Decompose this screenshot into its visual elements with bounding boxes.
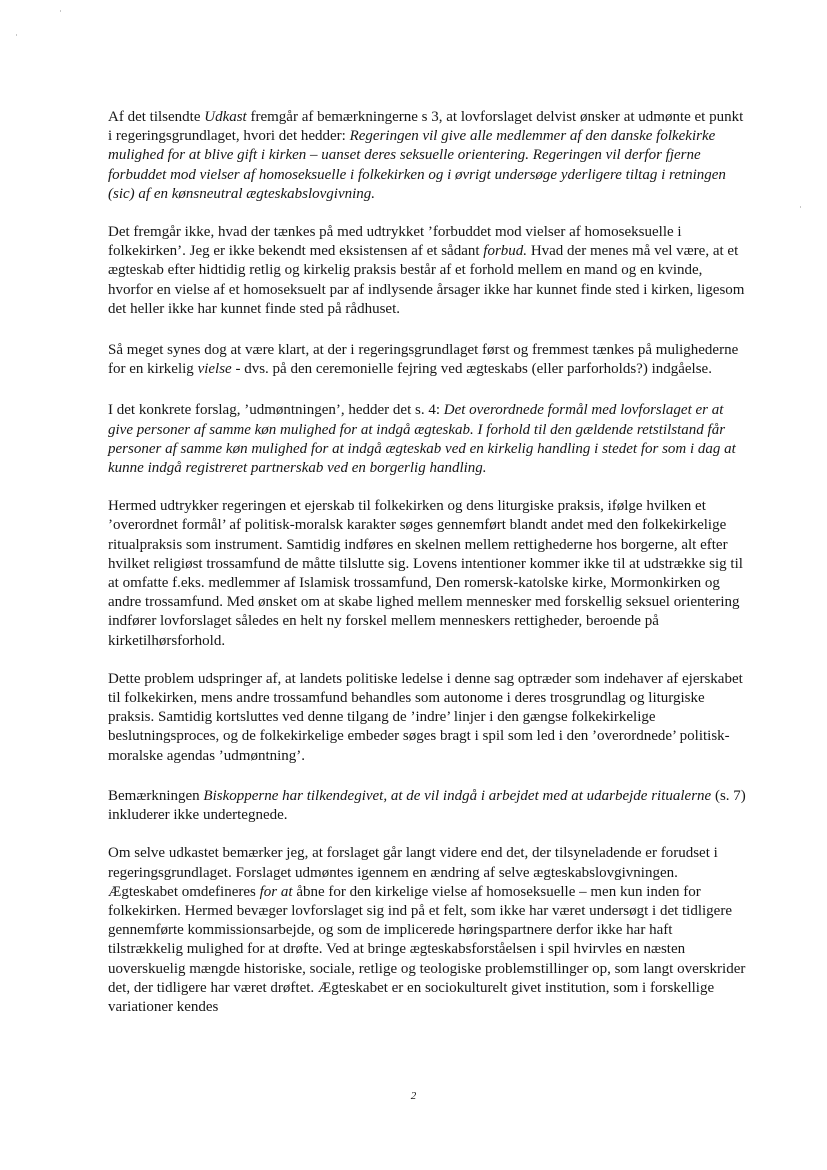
paragraph (108, 341, 748, 379)
italic-run: forbud. (483, 243, 528, 260)
text-run: fremgår af bemærkningerne s 3, at lovforslaget delvist ønsker at udmønte et punkt i regeringsgrundlaget, hvori det hedder: (108, 109, 744, 145)
text-run: (s. 7) inkluderer ikke undertegnede. (108, 787, 746, 824)
italic-run: Regeringen vil give alle medlemmer af den danske folkekirke mulighed for at blive gift i kirken – uanset deres seksuelle orientering. Regeringen vil derfor fjerne forbuddet mod vielser af homoseksuelle i folkekirken og i øvrigt undersøge yderligere tiltag i retningen (sic) af en kønsneutral ægteskabslovgivning. (108, 128, 726, 202)
italic-run: Biskopperne har tilkendegivet, at de vil indgå i arbejdet med at udarbejde ritualerne (203, 787, 712, 804)
scan-speck (16, 34, 17, 36)
paragraph (108, 844, 748, 1017)
document-body (108, 108, 748, 1036)
text-run: Hvad der menes må vel være, at et ægteskab efter hidtidig retlig og kirkelig praksis består af et forhold mellem en mand og en kvinde, hvorfor en vielse af et homoseksuelt par af indlysende årsager ikke har kunnet finde sted i kirken, ligesom det heller ikke har kunnet finde sted på rådhuset. (108, 243, 745, 317)
text-run: Hermed udtrykker regeringen et ejerskab til folkekirken og dens liturgiske praksis, ifølge hvilken et ’overordnet formål’ af politisk-moralsk karakter søges gennemført blandt andet med den folkekirkelige ritualpraksis som instrument. Samtidig indføres en skelnen mellem rettighederne hos borgerne, alt efter hvilket religiøst trossamfund de måtte tilslutte sig. Lovens intentioner kommer ikke til at udstrække sig til at omfatte f.eks. medlemmer af Islamisk trossamfund, Den romersk-katolske kirke, Mormonkirken og andre trossamfund. Med ønsket om at skabe lighed mellem mennesker med forskellig seksuel orientering indfører lovforslaget således en helt ny forskel mellem menneskers rettigheder, beroende på kirketilhørsforhold. (108, 498, 743, 649)
scan-speck (800, 206, 801, 208)
text-run: - dvs. på den ceremonielle fejring ved ægteskabs (eller parforholds?) indgåelse. (231, 361, 712, 378)
paragraph (108, 787, 748, 825)
italic-run: Det overordnede formål med lovforslaget er at give personer af samme køn mulighed for at indgå ægteskab. I forhold til den gældende retstilstand får personer af samme køn mulighed for at indgå ægteskab ved en kirkelig handling i stedet for som i dag at kunne indgå registreret partnerskab ved en borgerlig handling. (108, 402, 736, 477)
italic-run: Udkast (204, 109, 247, 125)
text-run: Så meget synes dog at være klart, at der i regeringsgrundlaget først og fremmest tænkes på mulighederne for en kirkelig (108, 342, 739, 378)
scan-speck (60, 10, 61, 12)
text-run: Om selve udkastet bemærker jeg, at forslaget går langt videre end det, der tilsyneladende er forudset i regeringsgrundlaget. Forslaget udmøntes igennem en ændring af selve ægteskabslovgivningen. Ægteskabet omdefineres (108, 845, 718, 900)
italic-run: for at (259, 883, 293, 900)
text-run: åbne for den kirkelige vielse af homoseksuelle – men kun inden for folkekirken. Hermed bevæger lovforslaget sig ind på et felt, som ikke har været undersøgt i det tidligere gennemførte kommissionsarbejde, og som de implicerede høringspartnere derfor ikke har haft tilstrækkelig mulighed for at drøfte. Ved at bringe ægteskabsforståelsen i spil hvirvles en næsten uoverskuelig mængde historiske, sociale, retlige og teologiske problemstillinger op, som langt overskrider det, der tidligere har været drøftet. Ægteskabet er en sociokulturelt givet institution, som i forskellige variationer kendes (108, 883, 746, 1015)
paragraph (108, 223, 748, 319)
text-run: Bemærkningen (108, 787, 204, 804)
page-number: 2 (410, 1090, 417, 1102)
text-run: Det fremgår ikke, hvad der tænkes på med udtrykket ’forbuddet mod vielser af homoseksuelle i folkekirken’. Jeg er ikke bekendt med eksistensen af et sådant (108, 224, 682, 260)
paragraph (108, 670, 748, 766)
italic-run: vielse (197, 361, 232, 378)
paragraph (108, 401, 748, 478)
text-run: Af det tilsendte (108, 109, 205, 125)
paragraph (108, 497, 748, 651)
text-run: I det konkrete forslag, ’udmøntningen’, hedder det s. 4: (108, 402, 444, 419)
paragraph (108, 108, 748, 204)
text-run: Dette problem udspringer af, at landets politiske ledelse i denne sag optræder som indehaver af ejerskabet til folkekirken, mens andre trossamfund behandles som autonome i deres trosgrundlag og liturgiske praksis. Samtidig kortsluttes ved denne tilgang de ’indre’ linjer i den gængse folkekirkelige beslutningsproces, og de folkekirkelige embeder søges bragt i spil som led i den ’overordnede’ politisk-moralske agendas ’udmøntning’. (108, 670, 743, 764)
